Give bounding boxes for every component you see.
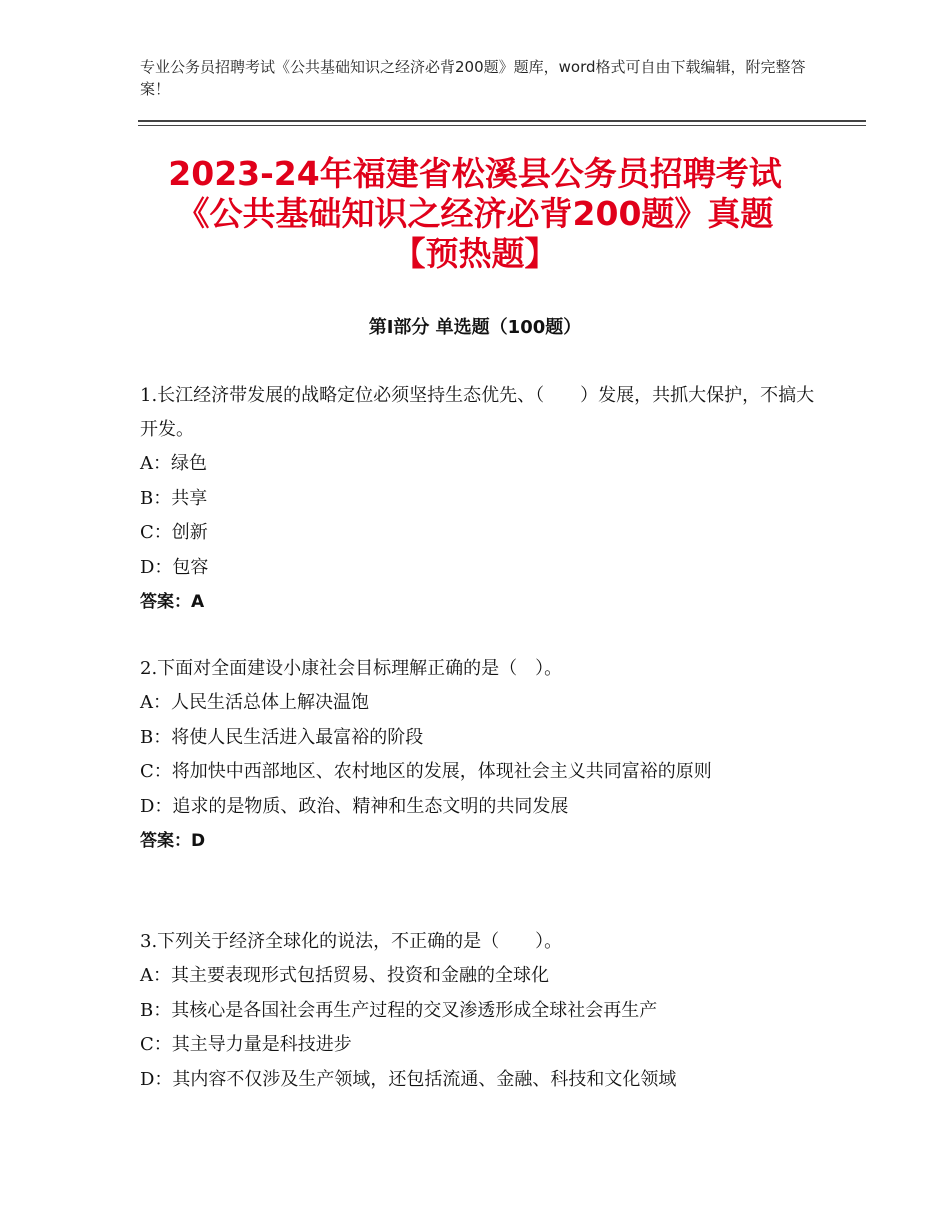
header-divider-thin [138,125,866,126]
option-a: A：绿色 [140,453,207,474]
option-b: B：共享 [140,487,208,509]
section-heading: 第Ⅰ部分 单选题（100题） [368,317,582,338]
title-line-3: 【预热题】 [392,234,558,273]
option-d: D：其内容不仅涉及生产领域，还包括流通、金融、科技和文化领域 [140,1068,677,1090]
option-d: D：追求的是物质、政治、精神和生态文明的共同发展 [140,795,569,817]
answer: 答案：D [140,831,206,851]
answer: 答案：A [140,592,205,612]
question-block-3 [140,925,820,1097]
option-a: A：人民生活总体上解决温饱 [140,692,369,713]
option-d: D：包容 [140,556,209,578]
option-c: C：其主导力量是科技进步 [140,1034,352,1055]
option-a: A：其主要表现形式包括贸易、投资和金融的全球化 [140,965,549,986]
header-note: 专业公务员招聘考试《公共基础知识之经济必背200题》题库，word格式可自由下载编辑，附完整答案！ [140,58,806,98]
question-text: 3.下列关于经济全球化的说法，不正确的是（ ）。 [140,931,563,952]
question-text: 2.下面对全面建设小康社会目标理解正确的是（ ）。 [140,658,563,679]
title-line-1: 2023-24年福建省松溪县公务员招聘考试 [168,154,782,193]
header-divider-thick [138,120,866,122]
document-title [90,154,860,274]
question-block-1 [140,379,820,619]
title-line-2: 《公共基础知识之经济必背200题》真题 [176,194,774,233]
question-block-2 [140,652,820,858]
option-c: C：将加快中西部地区、农村地区的发展，体现社会主义共同富裕的原则 [140,761,712,782]
option-b: B：将使人民生活进入最富裕的阶段 [140,726,424,748]
question-text: 1.长江经济带发展的战略定位必须坚持生态优先、（ ）发展，共抓大保护，不搞大开发。 [140,385,815,440]
option-b: B：其核心是各国社会再生产过程的交叉渗透形成全球社会再生产 [140,999,658,1021]
option-c: C：创新 [140,522,208,543]
